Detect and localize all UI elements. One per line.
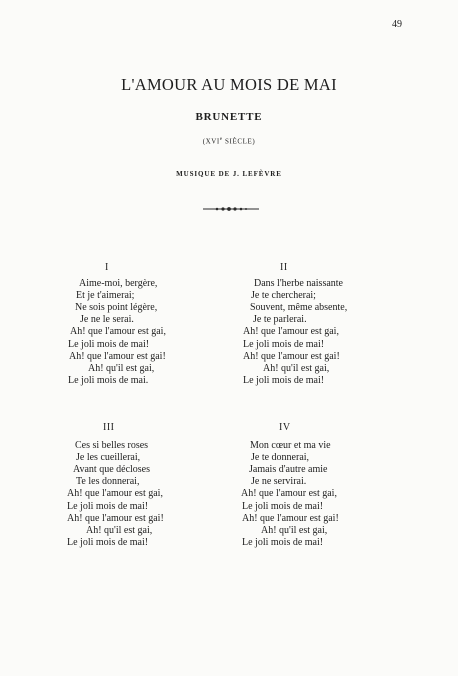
music-credit: MUSIQUE DE J. LEFÈVRE [176,170,282,178]
century-open: (XVI [202,137,220,146]
verse-line: Avant que décloses [73,464,151,476]
stanza-numeral: III [103,422,115,433]
verse-line: Te les donnerai, [76,476,140,488]
verse-line: Je ne le serai. [80,314,134,326]
stanza-numeral: I [105,262,109,273]
verse-line: Ah! que l'amour est gai! [67,512,164,524]
verse-line: Ah! que l'amour est gai! [242,512,339,524]
verse-line: Ah! qu'il est gai, [263,362,330,374]
verse-line: Ah! que l'amour est gai, [70,326,166,338]
verse-line: Ah! qu'il est gai, [261,524,328,536]
verse-line: Le joli mois de mai! [242,536,324,548]
verse-line: Le joli mois de mai! [243,374,325,386]
verse-line: Je te donnerai, [251,452,310,464]
verse-line: Ne sois point légère, [75,302,158,314]
verse-line: Ah! que l'amour est gai, [243,326,339,338]
verse-line: Le joli mois de mai! [67,500,149,512]
verse-line: Le joli mois de mai! [67,536,149,548]
verse-line: Jamais d'autre amie [249,464,328,476]
verse-line: Aime-moi, bergère, [79,278,158,289]
verse-line: Le joli mois de mai! [68,338,150,350]
verse-line: Ah! que l'amour est gai! [243,350,340,362]
century-rest: SIÈCLE) [222,137,256,146]
ornament-divider [203,204,259,214]
verse-line: Ah! qu'il est gai, [88,362,155,374]
verse-line: Le joli mois de mai! [243,338,325,350]
century-note [0,137,458,145]
verse-line: Je les cueillerai, [76,452,141,464]
verse-line: Je te chercherai; [251,290,316,302]
verse-line: Je ne servirai. [251,476,307,488]
verse-line: Et je t'aimerai; [76,290,135,302]
verse-line: Mon cœur et ma vie [250,440,331,451]
verse-line: Ah! que l'amour est gai, [241,488,337,500]
page-number: 49 [392,19,402,30]
stanza-numeral: IV [279,422,291,433]
verse-line: Souvent, même absente, [250,302,348,314]
verse-line: Ces si belles roses [75,440,149,451]
verse-line: Dans l'herbe naissante [254,278,343,289]
verse-line: Le joli mois de mai! [242,500,324,512]
century-sup: e [219,137,223,142]
verse-line: Ah! que l'amour est gai, [67,488,163,500]
verse-line: Je te parlerai. [253,314,307,326]
song-subtitle: BRUNETTE [195,111,263,123]
verse-line: Le joli mois de mai. [68,374,149,386]
verse-line: Ah! que l'amour est gai! [69,350,166,362]
verse-line: Ah! qu'il est gai, [86,524,153,536]
page-title: L'AMOUR AU MOIS DE MAI [121,75,337,94]
stanza-numeral: II [280,262,288,273]
